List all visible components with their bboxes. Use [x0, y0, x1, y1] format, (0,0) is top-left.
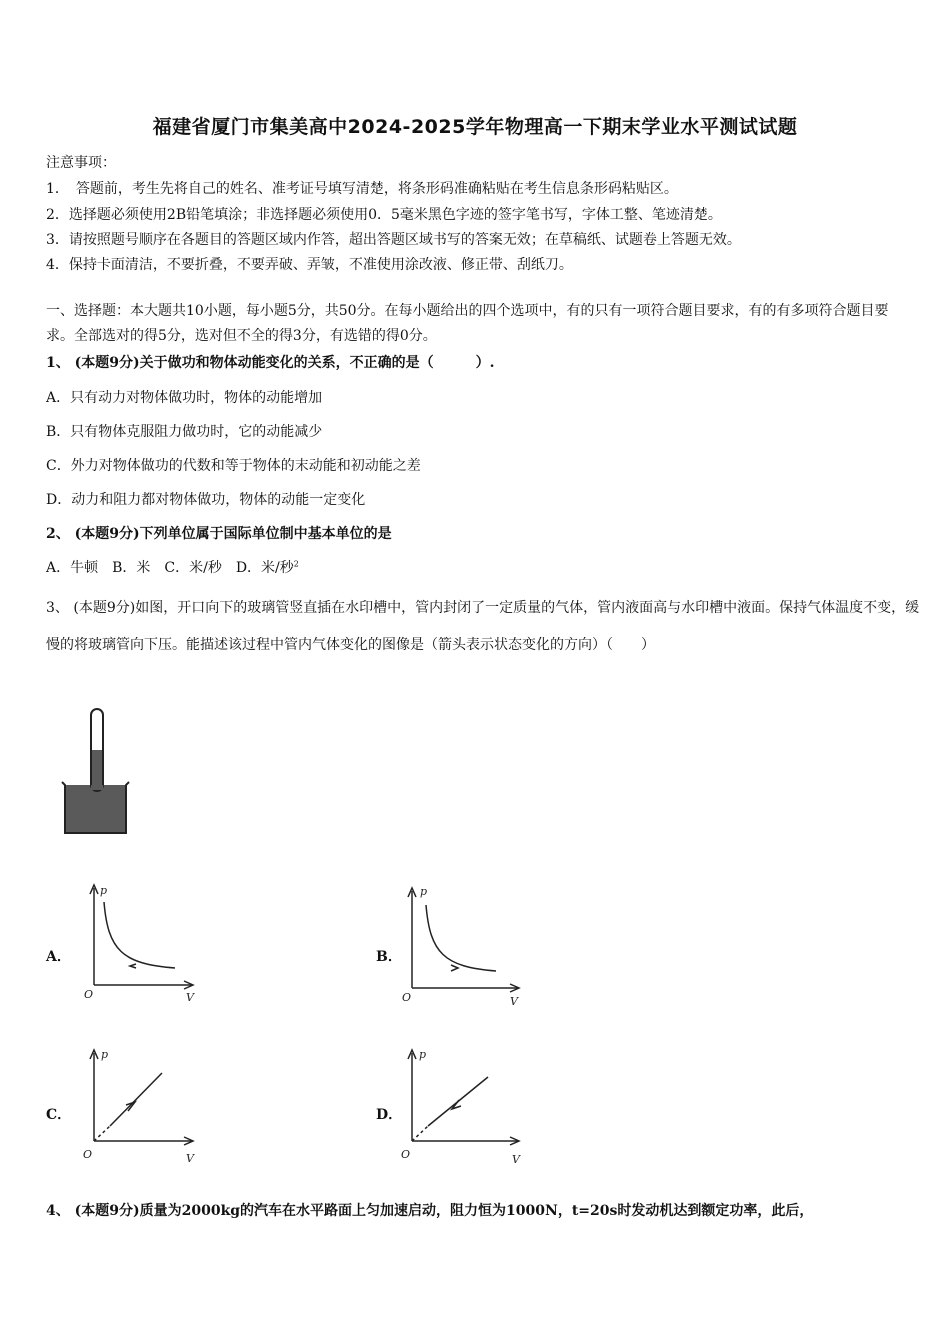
notice-heading: 注意事项：	[46, 155, 116, 171]
origin-label: O	[402, 991, 412, 1004]
superscript: 2	[293, 559, 299, 569]
origin-label: O	[84, 988, 94, 1001]
question-4-stem: 4、 (本题9分)质量为2000kg的汽车在水平路面上匀加速启动，阻力恒为1000N，t=20s时发动机达到额定功率，此后，	[46, 1203, 814, 1219]
graph-b	[398, 883, 528, 1013]
origin-label: O	[401, 1148, 411, 1161]
question-2-options	[46, 557, 299, 577]
question-1-option-c: C．外力对物体做功的代数和等于物体的末动能和初动能之差	[46, 458, 421, 474]
graph-c	[80, 1045, 200, 1170]
question-1-stem: 1、 (本题9分)关于做功和物体动能变化的关系，不正确的是（ ）.	[46, 355, 495, 371]
notice-item: 2．选择题必须使用2B铅笔填涂；非选择题必须使用0．5毫米黑色字迹的签字笔书写，字体工整、笔迹清楚。	[46, 207, 722, 223]
question-1-option-d: D．动力和阻力都对物体做功，物体的动能一定变化	[46, 492, 366, 508]
option-d-label: D．	[376, 1107, 403, 1123]
option-c-label: C．	[46, 1107, 72, 1123]
notice-item: 3．请按照题号顺序在各题目的答题区域内作答，超出答题区域书写的答案无效；在草稿纸、试题卷上答题无效。	[46, 232, 741, 248]
question-2-options-text: A．牛顿 B．米 C．米/秒 D．米/秒	[46, 560, 294, 576]
option-a-label: A．	[46, 949, 71, 965]
axis-label-p: p	[420, 885, 428, 898]
axis-label-p: p	[100, 884, 108, 897]
page-title: 福建省厦门市集美高中2024-2025学年物理高一下期末学业水平测试试题	[152, 116, 798, 138]
question-1-option-a: A．只有动力对物体做功时，物体的动能增加	[46, 390, 323, 406]
question-3-stem: 3、 (本题9分)如图，开口向下的玻璃管竖直插在水印槽中，管内封闭了一定质量的气体，管内液面高与水印槽中液面。保持气体温度不变，缓慢的将玻璃管向下压。能描述该过程中管内气体变化的图像是（箭头表示状态变化的方向）（ ）	[46, 600, 920, 653]
notice-item: 4．保持卡面清洁，不要折叠，不要弄破、弄皱，不准使用涂改液、修正带、刮纸刀。	[46, 257, 573, 273]
option-b-label: B．	[376, 949, 402, 965]
notice-item: 1． 答题前，考生先将自己的姓名、准考证号填写清楚，将条形码准确粘贴在考生信息条形码粘贴区。	[46, 181, 678, 197]
axis-label-v: V	[186, 1152, 194, 1165]
axis-label-v: V	[510, 995, 518, 1008]
origin-label: O	[83, 1148, 93, 1161]
axis-label-p: p	[101, 1048, 109, 1061]
axis-label-v: V	[186, 991, 194, 1004]
question-2-stem: 2、 (本题9分)下列单位属于国际单位制中基本单位的是	[46, 526, 392, 542]
section-intro: 一、选择题：本大题共10小题，每小题5分，共50分。在每小题给出的四个选项中，有的只有一项符合题目要求，有的有多项符合题目要求。全部选对的得5分，选对但不全的得3分，有选错的得0分。	[46, 303, 889, 344]
axis-label-v: V	[512, 1153, 520, 1166]
question-1-option-b: B．只有物体克服阻力做功时，它的动能减少	[46, 424, 323, 440]
graph-a	[80, 880, 200, 1010]
axis-label-p: p	[419, 1048, 427, 1061]
graph-d	[398, 1045, 528, 1170]
beaker-figure	[55, 705, 140, 835]
